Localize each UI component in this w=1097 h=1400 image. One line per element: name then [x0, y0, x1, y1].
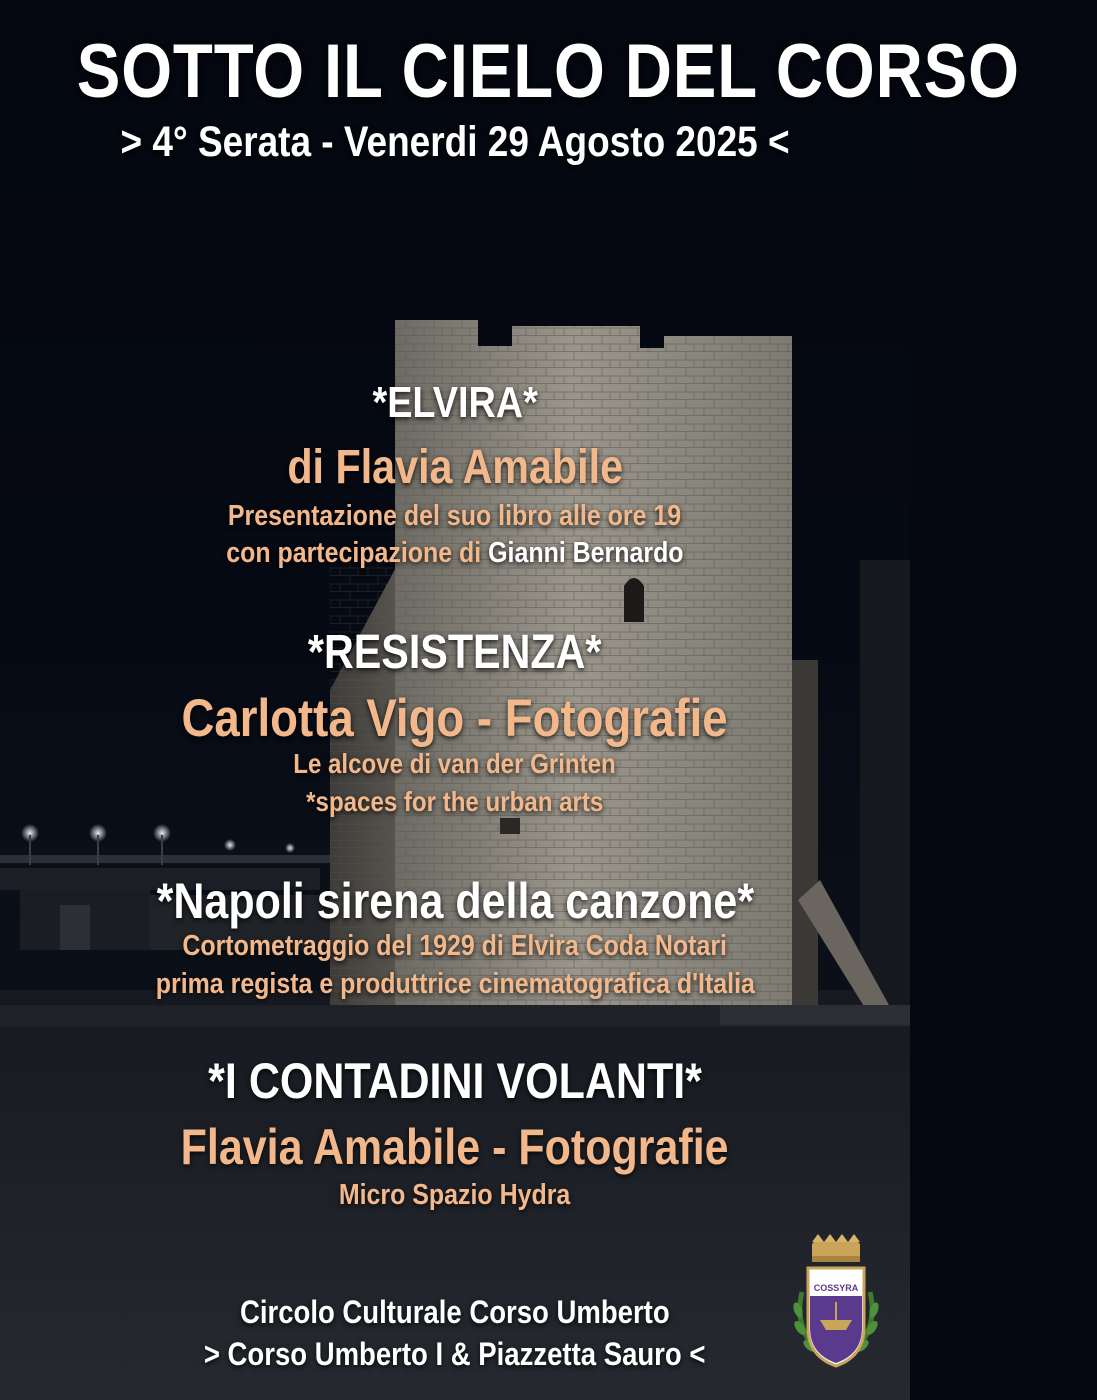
guest-prefix: con partecipazione di: [226, 537, 489, 569]
event-elvira-guest: [0, 537, 910, 570]
guest-name: Gianni Bernardo: [488, 537, 684, 569]
event-resistenza-venue-subtitle: *spaces for the urban arts: [306, 786, 604, 817]
poster-title: SOTTO IL CIELO DEL CORSO: [76, 29, 1020, 114]
event-location: > Corso Umberto I & Piazzetta Sauro <: [204, 1336, 706, 1372]
event-contadini-venue: Micro Spazio Hydra: [339, 1179, 571, 1211]
organizer-name: Circolo Culturale Corso Umberto: [240, 1294, 670, 1330]
event-napoli-description: Cortometraggio del 1929 di Elvira Coda Notari: [182, 930, 728, 962]
crest-label: COSSYRA: [813, 1283, 859, 1293]
town-crest-icon: [788, 1232, 884, 1378]
event-resistenza-venue: Le alcove di van der Grinten: [293, 748, 617, 779]
event-napoli-title: *Napoli sirena della canzone*: [156, 873, 754, 929]
event-contadini-title: *I CONTADINI VOLANTI*: [208, 1053, 702, 1109]
event-elvira-title: *ELVIRA*: [372, 378, 538, 427]
event-napoli-subdescription: prima regista e produttrice cinematografica d'Italia: [155, 968, 755, 1000]
event-resistenza-author: Carlotta Vigo - Fotografie: [181, 689, 729, 748]
event-date-subtitle: > 4° Serata - Venerdi 29 Agosto 2025 <: [120, 118, 790, 166]
event-resistenza-title: *RESISTENZA*: [308, 626, 602, 679]
event-elvira-author: di Flavia Amabile: [287, 441, 623, 494]
event-elvira-description: Presentazione del suo libro alle ore 19: [228, 500, 682, 532]
event-contadini-author: Flavia Amabile - Fotografie: [181, 1119, 729, 1175]
